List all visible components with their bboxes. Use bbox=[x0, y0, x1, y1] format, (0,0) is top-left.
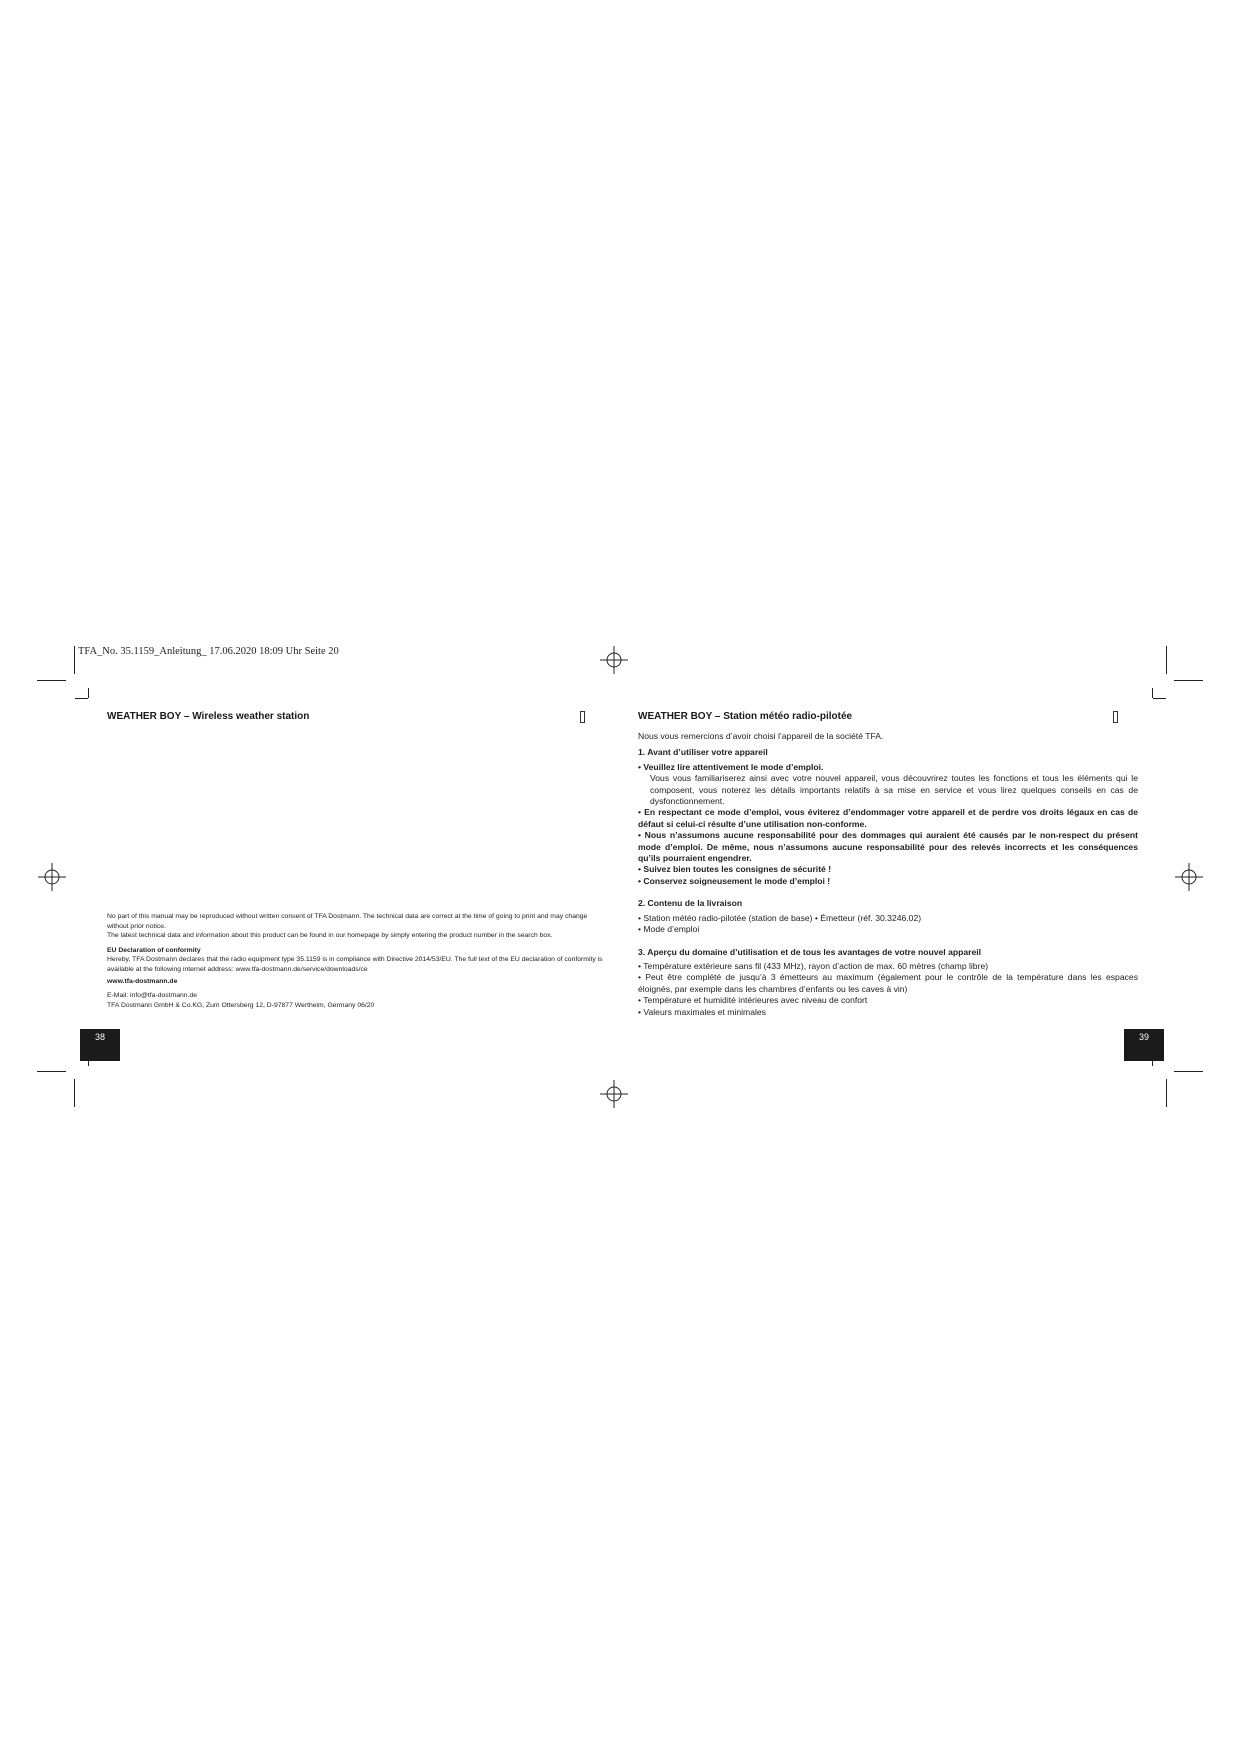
list-item: • Peut être complété de jusqu’à 3 émetteurs au maximum (également pour le contrôle de la température dans les espaces éloignés, par exemple dans les chambres d’enfants ou les caves à vin) bbox=[638, 972, 1138, 994]
registration-mark-icon bbox=[600, 1080, 628, 1108]
print-slug: TFA_No. 35.1159_Anleitung_ 17.06.2020 18:09 Uhr Seite 20 bbox=[78, 646, 339, 657]
list-item: • En respectant ce mode d’emploi, vous éviterez d’endommager votre appareil et de perdre vos droits légaux en cas de défaut si celui-ci résulte d’une utilisation non-conforme. bbox=[638, 807, 1138, 829]
right-page-title bbox=[638, 711, 852, 722]
crop-mark bbox=[1152, 688, 1153, 698]
list-item: • Température et humidité intérieures avec niveau de confort bbox=[638, 995, 868, 1006]
list-item: • Valeurs maximales et minimales bbox=[638, 1006, 766, 1017]
crop-mark bbox=[37, 680, 66, 681]
legal-notice bbox=[107, 912, 607, 1010]
crop-mark bbox=[1174, 680, 1203, 681]
company-address: TFA Dostmann GmbH & Co.KG, Zum Ottersberg 12, D-97877 Wertheim, Germany 06/20 bbox=[107, 1001, 375, 1009]
title-brand: WEATHER BOY bbox=[638, 711, 713, 722]
email-address: E-Mail: info@tfa-dostmann.de bbox=[107, 992, 198, 1000]
page-number: 39 bbox=[1138, 1032, 1149, 1042]
list-item-text: Vous vous familiariserez ainsi avec votre nouvel appareil, vous découvrirez toutes les fonctions et tous les éléments qui le composent, vous noterez les détails importants relatifs à sa mise en service et vous lirez quelques conseils en cas de dysfonctionnement. bbox=[650, 773, 1138, 807]
french-body bbox=[638, 731, 1138, 1018]
registration-mark-icon bbox=[38, 863, 66, 891]
page-number-box bbox=[80, 1029, 120, 1061]
crop-mark bbox=[75, 698, 88, 699]
list-item: • Station météo radio-pilotée (station de base) • Émetteur (réf. 30.3246.02) bbox=[638, 912, 922, 923]
crop-mark bbox=[1174, 1071, 1203, 1072]
title-subtitle: – Wireless weather station bbox=[181, 711, 310, 722]
list-item: • Température extérieure sans fil (433 MHz), rayon d’action de max. 60 mètres (champ libre) bbox=[638, 960, 989, 971]
eu-declaration-heading: EU Declaration of conformity bbox=[107, 946, 201, 954]
copyright-notice: No part of this manual may be reproduced without written consent of TFA Dostmann. The technical data are correct at the time of going to print and may change without prior notice. bbox=[107, 913, 588, 930]
list-item: • Conservez soigneusement le mode d’emploi ! bbox=[638, 875, 831, 886]
intro-text: Nous vous remercions d’avoir choisi l’appareil de la société TFA. bbox=[638, 731, 884, 741]
list-item: • Nous n’assumons aucune responsabilité pour des dommages qui auraient été causés par le non-respect du présent mode d’emploi. De même, nous n’assumons aucune responsabilité pour des relevés incorrects et les conséquences qu’ils pourraient engendrer. bbox=[638, 830, 1138, 864]
title-subtitle: – Station météo radio-pilotée bbox=[712, 711, 853, 722]
crop-mark bbox=[74, 646, 75, 674]
crop-mark bbox=[37, 1071, 66, 1072]
crop-mark bbox=[88, 688, 89, 698]
list-item: • Veuillez lire attentivement le mode d’emploi. bbox=[638, 761, 824, 772]
title-brand: WEATHER BOY bbox=[107, 711, 182, 722]
crop-mark bbox=[74, 1079, 75, 1107]
crop-mark bbox=[1166, 646, 1167, 674]
website-link[interactable]: www.tfa-dostmann.de bbox=[107, 977, 178, 985]
eu-declaration-text: Hereby, TFA Dostmann declares that the radio equipment type 35.1159 is in compliance with Directive 2014/53/EU. The full text of the EU declaration of conformity is available at the following internet address: www.tfa-dostmann.de/service/downloads/ce bbox=[107, 956, 603, 973]
page-corner-glyph-icon bbox=[580, 711, 585, 723]
left-page-title bbox=[107, 711, 309, 722]
list-item: • Suivez bien toutes les consignes de sécurité ! bbox=[638, 864, 832, 875]
section-1-heading: 1. Avant d’utiliser votre appareil bbox=[638, 747, 768, 758]
section-2-heading: 2. Contenu de la livraison bbox=[638, 898, 743, 909]
page-number: 38 bbox=[94, 1032, 105, 1042]
crop-mark bbox=[1166, 1079, 1167, 1107]
registration-mark-icon bbox=[1175, 863, 1203, 891]
section-3-heading: 3. Aperçu du domaine d’utilisation et de tous les avantages de votre nouvel appareil bbox=[638, 946, 982, 957]
registration-mark-icon bbox=[600, 646, 628, 674]
crop-mark bbox=[1153, 698, 1166, 699]
list-item: • Mode d’emploi bbox=[638, 924, 700, 935]
page-number-box bbox=[1124, 1029, 1164, 1061]
page-corner-glyph-icon bbox=[1113, 711, 1118, 723]
homepage-notice: The latest technical data and information about this product can be found in our homepage by simply entering the product number in the search box. bbox=[107, 932, 553, 940]
